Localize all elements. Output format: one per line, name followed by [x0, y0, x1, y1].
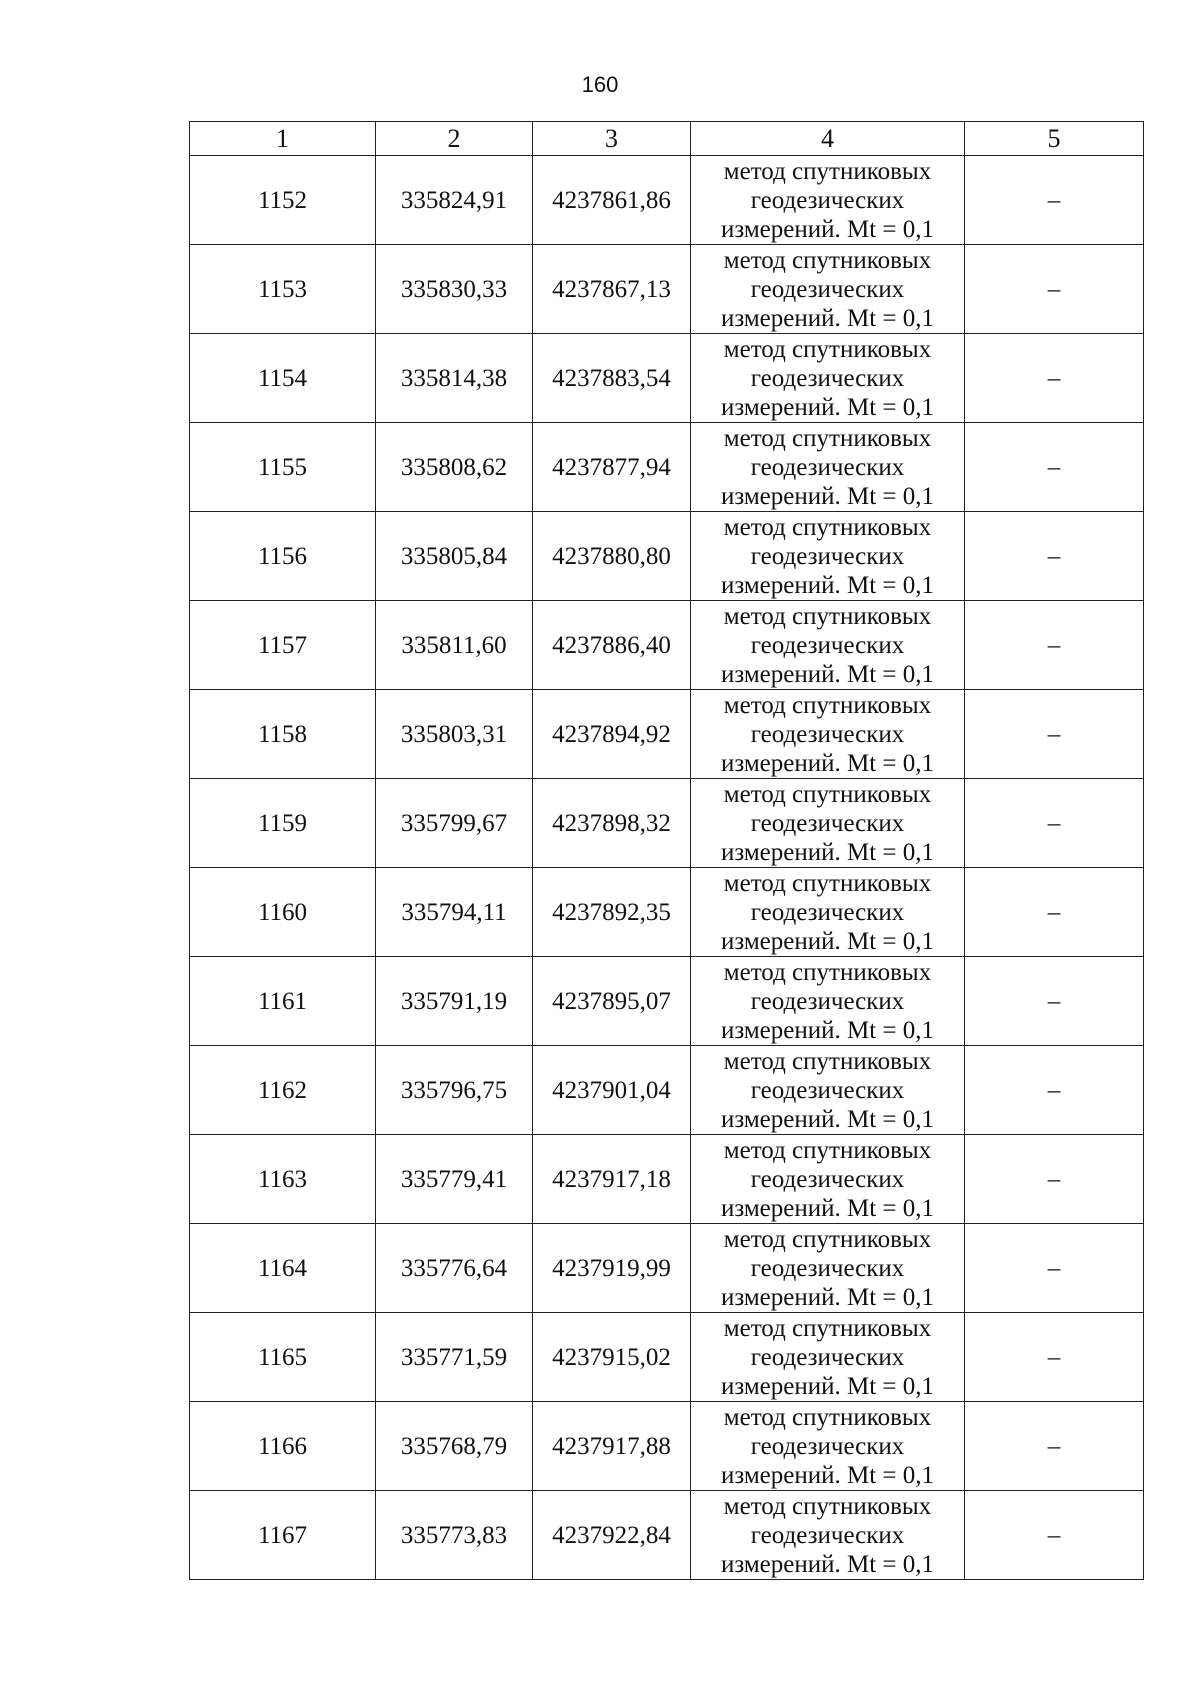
note-cell: – — [965, 1224, 1144, 1313]
table-row — [190, 601, 1144, 690]
table-row — [190, 1491, 1144, 1580]
method-line: метод спутниковых — [723, 958, 932, 986]
method-line: метод спутниковых — [723, 691, 932, 719]
method-cell — [691, 512, 965, 601]
x-coordinate-cell: 335779,41 — [376, 1135, 533, 1224]
y-coordinate-cell: 4237895,07 — [533, 957, 691, 1046]
method-line: геодезических — [750, 1165, 905, 1193]
y-coordinate-cell: 4237883,54 — [533, 334, 691, 423]
point-number-cell: 1165 — [190, 1313, 376, 1402]
x-coordinate-cell: 335776,64 — [376, 1224, 533, 1313]
method-line: измерений. Mt = 0,1 — [720, 1016, 935, 1044]
method-cell — [691, 1224, 965, 1313]
method-cell — [691, 1491, 965, 1580]
method-cell — [691, 334, 965, 423]
point-number-cell: 1162 — [190, 1046, 376, 1135]
note-cell: – — [965, 1313, 1144, 1402]
y-coordinate-cell: 4237886,40 — [533, 601, 691, 690]
y-coordinate-cell: 4237919,99 — [533, 1224, 691, 1313]
page-number: 160 — [581, 72, 619, 97]
table-row — [190, 1224, 1144, 1313]
table-row — [190, 1313, 1144, 1402]
method-line: измерений. Mt = 0,1 — [720, 660, 935, 688]
method-line: измерений. Mt = 0,1 — [720, 927, 935, 955]
y-coordinate-cell: 4237892,35 — [533, 868, 691, 957]
x-coordinate-cell: 335805,84 — [376, 512, 533, 601]
note-cell: – — [965, 156, 1144, 245]
x-coordinate-cell: 335768,79 — [376, 1402, 533, 1491]
method-cell — [691, 1402, 965, 1491]
point-number-cell: 1155 — [190, 423, 376, 512]
method-line: геодезических — [750, 186, 905, 214]
x-coordinate-cell: 335803,31 — [376, 690, 533, 779]
note-cell: – — [965, 779, 1144, 868]
method-line: метод спутниковых — [723, 1136, 932, 1164]
table-row — [190, 690, 1144, 779]
method-line: измерений. Mt = 0,1 — [720, 215, 935, 243]
y-coordinate-cell: 4237867,13 — [533, 245, 691, 334]
table-header-row — [190, 122, 1144, 156]
method-line: метод спутниковых — [723, 602, 932, 630]
method-cell — [691, 423, 965, 512]
method-line: измерений. Mt = 0,1 — [720, 1372, 935, 1400]
note-cell: – — [965, 1046, 1144, 1135]
point-number-cell: 1159 — [190, 779, 376, 868]
table-row — [190, 779, 1144, 868]
header-col-3: 3 — [533, 122, 691, 156]
method-line: метод спутниковых — [723, 1314, 932, 1342]
x-coordinate-cell: 335811,60 — [376, 601, 533, 690]
method-line: метод спутниковых — [723, 513, 932, 541]
method-cell — [691, 1135, 965, 1224]
x-coordinate-cell: 335796,75 — [376, 1046, 533, 1135]
y-coordinate-cell: 4237917,18 — [533, 1135, 691, 1224]
point-number-cell: 1166 — [190, 1402, 376, 1491]
header-col-5: 5 — [965, 122, 1144, 156]
table-row — [190, 156, 1144, 245]
table-row — [190, 1135, 1144, 1224]
method-cell — [691, 779, 965, 868]
y-coordinate-cell: 4237901,04 — [533, 1046, 691, 1135]
method-line: геодезических — [750, 542, 905, 570]
method-line: геодезических — [750, 987, 905, 1015]
point-number-cell: 1167 — [190, 1491, 376, 1580]
point-number-cell: 1156 — [190, 512, 376, 601]
point-number-cell: 1157 — [190, 601, 376, 690]
method-line: измерений. Mt = 0,1 — [720, 571, 935, 599]
note-cell: – — [965, 1135, 1144, 1224]
coordinates-table-container — [189, 121, 1143, 1580]
method-line: геодезических — [750, 1076, 905, 1104]
method-line: измерений. Mt = 0,1 — [720, 1461, 935, 1489]
method-line: геодезических — [750, 1343, 905, 1371]
header-col-4: 4 — [691, 122, 965, 156]
note-cell: – — [965, 512, 1144, 601]
method-line: метод спутниковых — [723, 1225, 932, 1253]
method-cell — [691, 957, 965, 1046]
point-number-cell: 1161 — [190, 957, 376, 1046]
x-coordinate-cell: 335814,38 — [376, 334, 533, 423]
method-line: метод спутниковых — [723, 1492, 932, 1520]
x-coordinate-cell: 335830,33 — [376, 245, 533, 334]
point-number-cell: 1153 — [190, 245, 376, 334]
point-number-cell: 1164 — [190, 1224, 376, 1313]
method-cell — [691, 1313, 965, 1402]
note-cell: – — [965, 868, 1144, 957]
x-coordinate-cell: 335808,62 — [376, 423, 533, 512]
method-line: геодезических — [750, 1254, 905, 1282]
method-line: геодезических — [750, 809, 905, 837]
method-line: метод спутниковых — [723, 157, 932, 185]
note-cell: – — [965, 1491, 1144, 1580]
method-line: метод спутниковых — [723, 335, 932, 363]
method-line: метод спутниковых — [723, 246, 932, 274]
x-coordinate-cell: 335773,83 — [376, 1491, 533, 1580]
method-cell — [691, 690, 965, 779]
method-line: метод спутниковых — [723, 424, 932, 452]
method-line: измерений. Mt = 0,1 — [720, 1194, 935, 1222]
method-line: измерений. Mt = 0,1 — [720, 749, 935, 777]
table-row — [190, 868, 1144, 957]
table-row — [190, 1402, 1144, 1491]
note-cell: – — [965, 245, 1144, 334]
x-coordinate-cell: 335771,59 — [376, 1313, 533, 1402]
table-row — [190, 245, 1144, 334]
method-line: геодезических — [750, 720, 905, 748]
header-col-2: 2 — [376, 122, 533, 156]
point-number-cell: 1163 — [190, 1135, 376, 1224]
method-line: метод спутниковых — [723, 1403, 932, 1431]
y-coordinate-cell: 4237877,94 — [533, 423, 691, 512]
note-cell: – — [965, 690, 1144, 779]
method-line: измерений. Mt = 0,1 — [720, 482, 935, 510]
method-line: геодезических — [750, 453, 905, 481]
point-number-cell: 1152 — [190, 156, 376, 245]
method-line: геодезических — [750, 1521, 905, 1549]
note-cell: – — [965, 423, 1144, 512]
method-cell — [691, 156, 965, 245]
note-cell: – — [965, 957, 1144, 1046]
y-coordinate-cell: 4237880,80 — [533, 512, 691, 601]
y-coordinate-cell: 4237917,88 — [533, 1402, 691, 1491]
method-cell — [691, 1046, 965, 1135]
point-number-cell: 1158 — [190, 690, 376, 779]
x-coordinate-cell: 335824,91 — [376, 156, 533, 245]
method-line: измерений. Mt = 0,1 — [720, 1550, 935, 1578]
note-cell: – — [965, 334, 1144, 423]
method-line: геодезических — [750, 898, 905, 926]
method-line: геодезических — [750, 275, 905, 303]
table-body — [190, 156, 1144, 1580]
table-row — [190, 334, 1144, 423]
method-line: измерений. Mt = 0,1 — [720, 838, 935, 866]
method-line: геодезических — [750, 1432, 905, 1460]
method-line: метод спутниковых — [723, 869, 932, 897]
method-line: метод спутниковых — [723, 1047, 932, 1075]
method-line: измерений. Mt = 0,1 — [720, 1283, 935, 1311]
note-cell: – — [965, 601, 1144, 690]
y-coordinate-cell: 4237915,02 — [533, 1313, 691, 1402]
method-line: измерений. Mt = 0,1 — [720, 393, 935, 421]
coordinates-table — [189, 121, 1144, 1580]
method-cell — [691, 601, 965, 690]
y-coordinate-cell: 4237894,92 — [533, 690, 691, 779]
point-number-cell: 1160 — [190, 868, 376, 957]
y-coordinate-cell: 4237861,86 — [533, 156, 691, 245]
table-row — [190, 957, 1144, 1046]
method-line: метод спутниковых — [723, 780, 932, 808]
method-line: измерений. Mt = 0,1 — [720, 1105, 935, 1133]
method-line: измерений. Mt = 0,1 — [720, 304, 935, 332]
x-coordinate-cell: 335791,19 — [376, 957, 533, 1046]
y-coordinate-cell: 4237898,32 — [533, 779, 691, 868]
header-col-1: 1 — [190, 122, 376, 156]
method-cell — [691, 868, 965, 957]
note-cell: – — [965, 1402, 1144, 1491]
y-coordinate-cell: 4237922,84 — [533, 1491, 691, 1580]
method-line: геодезических — [750, 631, 905, 659]
method-cell — [691, 245, 965, 334]
point-number-cell: 1154 — [190, 334, 376, 423]
table-row — [190, 512, 1144, 601]
table-row — [190, 423, 1144, 512]
table-row — [190, 1046, 1144, 1135]
x-coordinate-cell: 335794,11 — [376, 868, 533, 957]
method-line: геодезических — [750, 364, 905, 392]
x-coordinate-cell: 335799,67 — [376, 779, 533, 868]
